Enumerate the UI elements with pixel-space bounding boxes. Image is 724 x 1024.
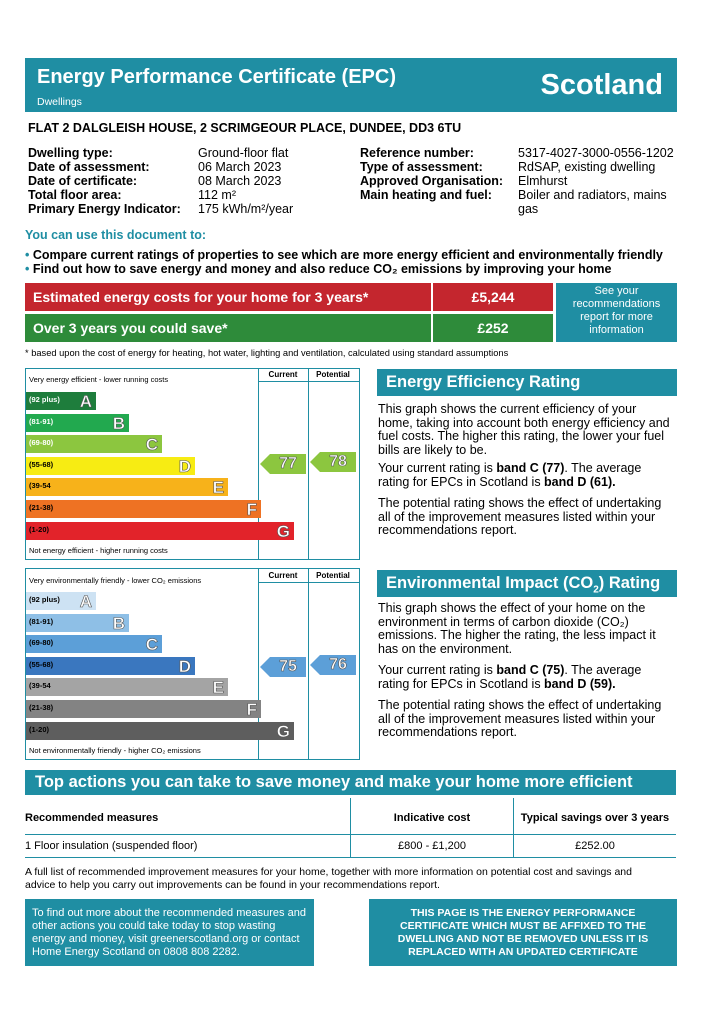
detail-value: Boiler and radiators, mains gas <box>518 188 667 216</box>
band-range: (55-68) <box>29 659 54 669</box>
band-range: (81-91) <box>29 616 54 626</box>
row-measure: 1 Floor insulation (suspended floor) <box>25 840 198 852</box>
detail-row <box>28 188 358 202</box>
band-letter: D <box>178 656 191 676</box>
band-e <box>26 678 228 696</box>
band-c <box>26 435 162 453</box>
find-out-more-box <box>25 899 314 966</box>
affix-notice-box <box>369 899 677 966</box>
full-list-note: A full list of recommended improvement measures for your home, together with more information on potential cost and savings and advice to help you carry out improvements can be found in your recommendations report. <box>25 866 632 891</box>
detail-row <box>28 160 358 174</box>
band-range: (39-54 <box>29 681 51 691</box>
save-value: £252 <box>477 320 509 336</box>
ei-header-divider <box>258 582 359 583</box>
band-letter: C <box>145 635 158 655</box>
ei-paragraph-3: The potential rating shows the effect of undertaking all of the improvement measures listed within your recommendations report. <box>378 698 662 740</box>
band-letter: C <box>145 435 158 455</box>
band-letter: G <box>276 521 290 541</box>
detail-label: Date of certificate: <box>28 174 138 188</box>
col-typical-savings: Typical savings over 3 years <box>520 812 670 824</box>
band-g <box>26 522 294 540</box>
affix-notice-text: THIS PAGE IS THE ENERGY PERFORMANCE CERTIFICATE WHICH MUST BE AFFIXED TO THE DWELLING AND NOT BE REMOVED UNLESS IT IS REPLACED WITH AN UPDATED CERTIFICATE <box>397 907 649 958</box>
use-doc-bullets <box>25 248 705 276</box>
detail-value: 112 m² <box>198 188 236 202</box>
band-f <box>26 700 261 718</box>
band-range: (69-80) <box>29 438 54 448</box>
details-right <box>360 146 690 216</box>
ee-rating-heading: Energy Efficiency Rating <box>377 369 677 396</box>
recommendations-table <box>25 798 676 858</box>
band-range: (39-54 <box>29 481 51 491</box>
rating-value: 77 <box>279 455 297 473</box>
ee-paragraph-2: Your current rating is band C (77). The average rating for EPCs in Scotland is band D (61). <box>378 461 642 489</box>
ee-potential-arrow <box>310 452 356 472</box>
rating-value: 78 <box>329 453 347 471</box>
region-label: Scotland <box>540 69 663 101</box>
band-range: (92 plus) <box>29 395 60 404</box>
band-letter: F <box>246 700 257 719</box>
top-actions-heading-text: Top actions you can take to save money and make your home more efficient <box>35 773 633 791</box>
band-range: (1-20) <box>29 724 50 734</box>
ei-current-arrow <box>260 657 306 677</box>
save-label: Over 3 years you could save* <box>33 320 228 336</box>
detail-value: RdSAP, existing dwelling <box>518 160 656 174</box>
detail-row <box>360 160 690 174</box>
ei-rating-heading: Environmental Impact $(CO_2)$ Rating <box>377 570 677 597</box>
find-out-more-text: To find out more about the recommended measures and other actions you could take today to stop wasting energy and money, visit greenerscotland.org or contact Home Energy Scotland on 0808 808 2282. <box>32 907 306 958</box>
detail-label: Main heating and fuel: <box>360 188 492 202</box>
band-letter: F <box>246 500 257 519</box>
band-letter: A <box>79 592 92 611</box>
costs-footnote: * based upon the cost of energy for heating, hot water, lighting and ventilation, calculated using standard assumptions <box>25 348 509 358</box>
detail-value: 06 March 2023 <box>198 160 282 174</box>
band-c <box>26 635 162 653</box>
certificate-subtitle: Dwellings <box>37 96 82 108</box>
band-letter: D <box>178 456 191 476</box>
col-recommended-measures: Recommended measures <box>25 812 159 824</box>
estimated-cost-value-box <box>433 283 553 311</box>
detail-value: 5317-4027-3000-0556-1202 <box>518 146 674 160</box>
rating-value: 75 <box>279 658 297 676</box>
ei-bottom-caption: Not environmentally friendly - higher CO₂ emissions <box>29 746 201 755</box>
detail-label: Dwelling type: <box>28 146 113 160</box>
see-recommendations-text: See your recommendations report for more information <box>572 285 661 336</box>
band-range: (69-80) <box>29 638 54 648</box>
band-g <box>26 722 294 740</box>
detail-row <box>360 188 690 216</box>
ei-paragraph-1: This graph shows the effect of your home on the environment in terms of carbon dioxide (CO₂) emissions. The higher the rating, the less impact it has on the environment. <box>378 601 656 657</box>
band-range: (21-38) <box>29 503 54 512</box>
detail-row <box>360 146 690 160</box>
band-a <box>26 392 96 410</box>
col-indicative-cost: Indicative cost <box>393 812 471 824</box>
detail-value: 175 kWh/m²/year <box>198 202 294 216</box>
row-savings: £252.00 <box>575 840 615 852</box>
ee-paragraph-3: The potential rating shows the effect of undertaking all of the improvement measures listed within your recommendations report. <box>378 496 662 538</box>
save-value-box <box>433 314 553 342</box>
detail-value: 08 March 2023 <box>198 174 282 188</box>
band-letter: G <box>276 721 290 741</box>
detail-value: Ground-floor flat <box>198 146 289 160</box>
estimated-cost-bar <box>25 283 431 311</box>
band-letter: B <box>112 413 125 433</box>
band-range: (21-38) <box>29 703 54 712</box>
ee-col-divider-2 <box>308 368 309 559</box>
ei-col-current: Current <box>268 571 298 580</box>
ee-col-potential: Potential <box>316 370 350 379</box>
ei-top-caption: Very environmentally friendly - lower CO₂ emissions <box>29 576 202 585</box>
band-range: (1-20) <box>29 524 50 534</box>
band-range: (55-68) <box>29 459 54 469</box>
band-range: (81-91) <box>29 416 54 426</box>
detail-row <box>28 146 358 160</box>
see-recommendations-box <box>556 283 677 342</box>
band-a <box>26 592 96 610</box>
use-doc-heading: You can use this document to: <box>25 228 207 242</box>
ei-col-divider-2 <box>308 568 309 759</box>
detail-label: Date of assessment: <box>28 160 150 174</box>
detail-label: Total floor area: <box>28 188 122 202</box>
band-f <box>26 500 261 518</box>
ee-header-divider <box>258 381 359 382</box>
detail-label: Approved Organisation: <box>360 174 504 188</box>
ei-col-potential: Potential <box>316 571 350 580</box>
ee-col-current: Current <box>268 370 298 379</box>
band-range: (92 plus) <box>29 595 60 604</box>
ei-paragraph-2: Your current rating is band C (75). The average rating for EPCs in Scotland is band D (59). <box>378 663 642 691</box>
detail-label: Reference number: <box>360 146 474 160</box>
band-d <box>26 657 195 675</box>
property-address: FLAT 2 DALGLEISH HOUSE, 2 SCRIMGEOUR PLACE, DUNDEE, DD3 6TU <box>28 121 462 135</box>
band-letter: A <box>79 392 92 411</box>
detail-label: Type of assessment: <box>360 160 483 174</box>
top-actions-heading <box>25 770 676 795</box>
bullet-item: • Compare current ratings of properties to see which are more energy efficient and environmentally friendly <box>25 248 663 262</box>
band-letter: E <box>212 678 224 698</box>
rating-value: 76 <box>329 656 347 674</box>
row-cost: £800 - £1,200 <box>398 840 466 852</box>
ee-top-caption: Very energy efficient - lower running costs <box>29 375 169 384</box>
band-b <box>26 414 129 432</box>
detail-row <box>360 174 690 188</box>
save-bar <box>25 314 431 342</box>
band-letter: E <box>212 478 224 498</box>
band-d <box>26 457 195 475</box>
ee-current-arrow <box>260 454 306 474</box>
detail-row <box>28 174 358 188</box>
detail-value: Elmhurst <box>518 174 568 188</box>
ee-bottom-caption: Not energy efficient - higher running costs <box>29 546 168 555</box>
band-b <box>26 614 129 632</box>
estimated-cost-label: Estimated energy costs for your home for 3 years* <box>33 289 369 305</box>
estimated-cost-value: £5,244 <box>471 289 515 305</box>
bullet-item: • Find out how to save energy and money and also reduce CO₂ emissions by improving your home <box>25 262 612 276</box>
band-letter: B <box>112 613 125 633</box>
band-e <box>26 478 228 496</box>
detail-row <box>28 202 358 216</box>
ei-potential-arrow <box>310 655 356 675</box>
epc-header <box>25 58 677 112</box>
detail-label: Primary Energy Indicator: <box>28 202 181 216</box>
certificate-title: Energy Performance Certificate (EPC) <box>37 66 397 88</box>
ee-paragraph-1: This graph shows the current efficiency of your home, taking into account both energy efficiency and fuel costs. The higher this rating, the lower your fuel bills are likely to be. <box>378 402 670 458</box>
details-left <box>28 146 358 216</box>
